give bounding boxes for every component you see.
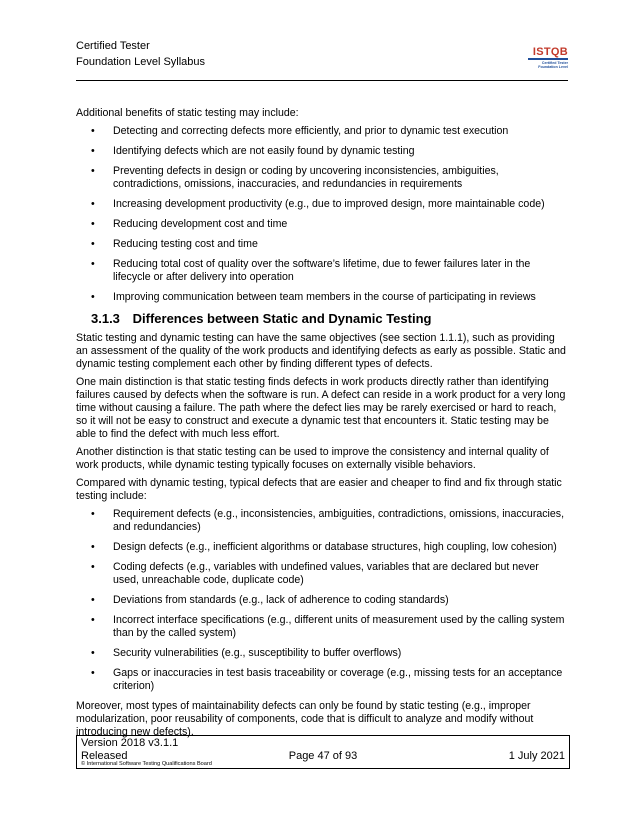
page-body — [76, 107, 566, 744]
body-paragraph: Static testing and dynamic testing can have the same objectives (see section 1.1.1), such as providing an assessment of the quality of the work products and identifying defects as early as possible. Static and dynamic testing complement each other by finding different types of defects. — [76, 332, 566, 370]
list-item: • Deviations from standards (e.g., lack of adherence to coding standards) — [91, 594, 449, 606]
defects-list — [76, 508, 566, 693]
list-item: • Security vulnerabilities (e.g., susceptibility to buffer overflows) — [91, 647, 402, 659]
bullet-icon: • — [91, 508, 95, 520]
closing-paragraph: Moreover, most types of maintainability defects can only be found by static testing (e.g., improper modularization, poor reusability of components, code that is difficult to analyze and modify without introducing new defects). — [76, 700, 534, 738]
bullet-icon: • — [91, 165, 95, 177]
bullet-icon: • — [91, 218, 95, 230]
header-title: Certified Tester — [76, 40, 150, 52]
body-paragraph: Compared with dynamic testing, typical defects that are easier and cheaper to find and fix through static testing include: — [76, 477, 562, 502]
page-header — [76, 38, 568, 81]
list-item: • Increasing development productivity (e.g., due to improved design, more maintainable code) — [91, 198, 545, 210]
bullet-icon: • — [91, 125, 95, 137]
footer-date: 1 July 2021 — [508, 750, 565, 762]
bullet-icon: • — [91, 561, 95, 573]
list-item: • Identifying defects which are not easily found by dynamic testing — [91, 145, 415, 157]
bullet-icon: • — [91, 667, 95, 679]
list-item: • Requirement defects (e.g., inconsistencies, ambiguities, contradictions, omissions, inaccuracies, and redundancies) — [91, 508, 565, 533]
list-item: • Preventing defects in design or coding by uncovering inconsistencies, ambiguities, contradictions, omissions, inaccuracies, and redundancies in requirements — [91, 165, 499, 190]
bullet-icon: • — [91, 594, 95, 606]
logo-bar — [528, 58, 568, 60]
bullet-icon: • — [91, 647, 95, 659]
list-item: • Incorrect interface specifications (e.g., different units of measurement used by the calling system than by the called system) — [91, 614, 565, 639]
list-item: • Reducing total cost of quality over the software’s lifetime, due to fewer failures later in the lifecycle or after delivery into operation — [91, 258, 531, 283]
list-item: • Coding defects (e.g., variables with undefined values, variables that are declared but never used, unreachable code, duplicate code) — [91, 561, 539, 586]
list-item: • Design defects (e.g., inefficient algorithms or database structures, high coupling, low cohesion) — [91, 541, 557, 553]
istqb-logo — [522, 46, 568, 74]
list-item: • Reducing development cost and time — [91, 218, 288, 230]
logo-text: ISTQB — [532, 46, 568, 58]
body-paragraph: Another distinction is that static testing can be used to improve the consistency and internal quality of work products, while dynamic testing typically focuses on externally visible behaviors. — [76, 446, 549, 471]
footer-status: Released — [81, 750, 128, 762]
body-paragraph: One main distinction is that static testing finds defects in work products directly rather than identifying failures caused by defects when the software is run. A defect can reside in a work product for a very long time without causing a failure. The path where the defect lies may be rarely exercised or hard to reach, so it will not be easy to construct and execute a dynamic test that encounters it. Static testing may be able to find the defect with much less effort. — [76, 376, 566, 440]
bullet-icon: • — [91, 258, 95, 270]
list-item: • Gaps or inaccuracies in test basis traceability or coverage (e.g., missing tests for an acceptance criterion) — [91, 667, 563, 692]
list-item: • Reducing testing cost and time — [91, 238, 258, 250]
bullet-icon: • — [91, 145, 95, 157]
section-number: 3.1.3 — [91, 311, 120, 326]
list-item: • Detecting and correcting defects more efficiently, and prior to dynamic test execution — [91, 125, 509, 137]
footer-copyright: © International Software Testing Qualifications Board — [81, 761, 212, 767]
intro-paragraph: Additional benefits of static testing may include: — [76, 107, 299, 119]
section-heading — [76, 311, 566, 327]
section-title: Differences between Static and Dynamic Testing — [132, 311, 432, 326]
footer-version: Version 2018 v3.1.1 — [81, 737, 179, 749]
header-subtitle: Foundation Level Syllabus — [76, 56, 206, 68]
list-item: • Improving communication between team members in the course of participating in reviews — [91, 291, 536, 303]
logo-subtext: Certified Tester Foundation Level — [538, 61, 568, 69]
bullet-icon: • — [91, 541, 95, 553]
page-number: Page 47 of 93 — [288, 750, 358, 762]
benefits-list — [76, 125, 566, 304]
bullet-icon: • — [91, 291, 95, 303]
page-footer — [76, 735, 570, 769]
bullet-icon: • — [91, 614, 95, 626]
bullet-icon: • — [91, 238, 95, 250]
bullet-icon: • — [91, 198, 95, 210]
